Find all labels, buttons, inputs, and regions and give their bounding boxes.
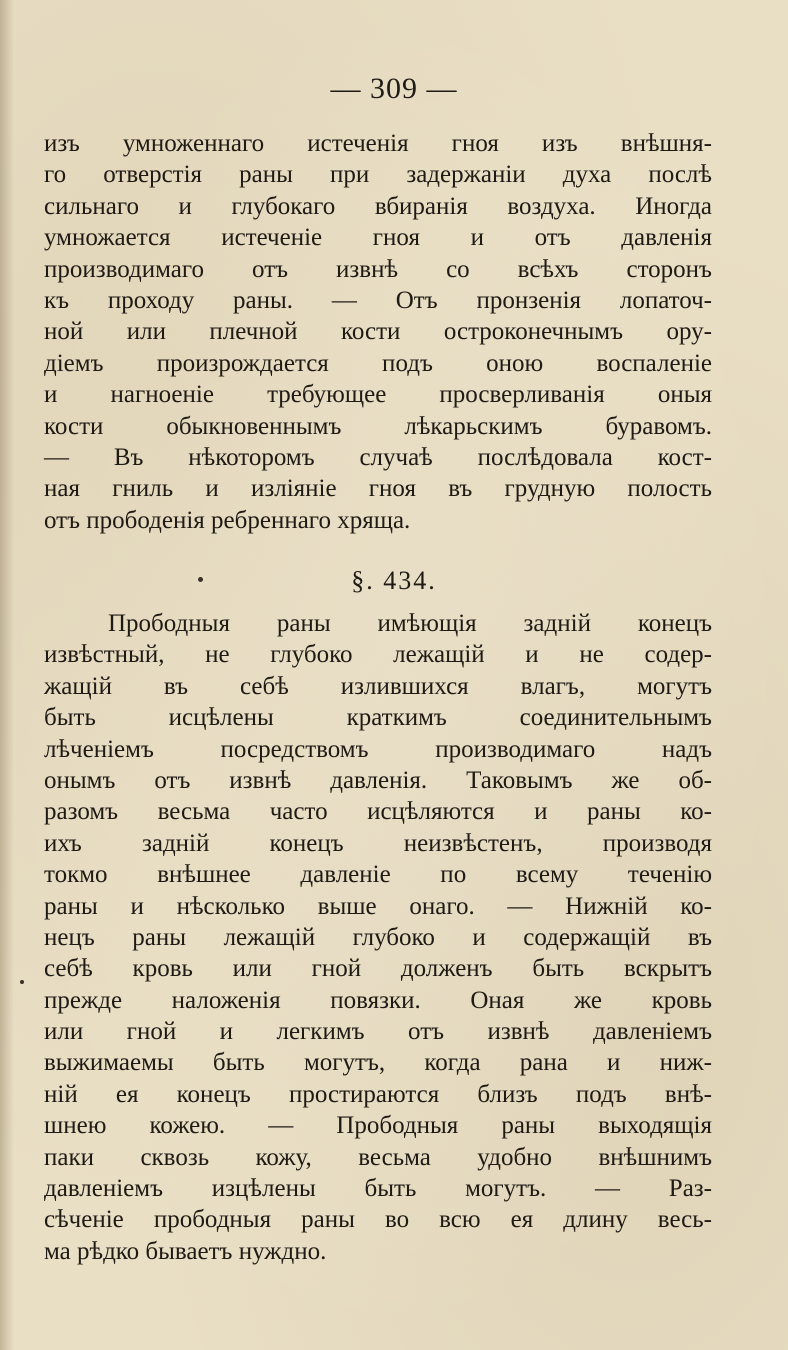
- text-line: го отверстія раны при задержаніи духа послѣ: [44, 161, 712, 189]
- text-line: прежде наложенія повязки. Оная же кровь: [44, 986, 712, 1014]
- text-line: раны и нѣсколько выше онаго. — Нижній ко-: [44, 892, 712, 920]
- page-edge-shadow: [0, 0, 14, 1350]
- text-line: себѣ кровь или гной долженъ быть вскрытъ: [44, 955, 712, 983]
- text-line: — Въ нѣкоторомъ случаѣ послѣдовала кост-: [44, 443, 712, 471]
- ink-speck: [20, 980, 24, 984]
- text-line: ма рѣдко бываетъ нуждно.: [44, 1237, 327, 1265]
- text-line: ная гниль и изліяніе гноя въ грудную полость: [44, 475, 712, 503]
- text-line: Прободныя раны имѣющія задній конецъ: [108, 610, 712, 637]
- text-line: онымъ отъ извнѣ давленія. Таковымъ же об-: [44, 766, 712, 794]
- section-paragraph: [44, 608, 712, 1267]
- text-line: отъ прободенія ребреннаго хряща.: [44, 506, 411, 534]
- text-line: кости обыкновеннымъ лѣкарьскимъ буравомъ.: [44, 412, 712, 440]
- text-line: разомъ весьма часто исцѣляются и раны ко-: [44, 798, 712, 826]
- text-line: изъ умноженнаго истеченія гноя изъ внѣшня-: [44, 130, 712, 157]
- text-line: или гной и легкимъ отъ извнѣ давленіемъ: [44, 1018, 712, 1046]
- text-line: жащій въ себѣ излившихся влагъ, могутъ: [44, 672, 712, 700]
- text-line: шнею кожею. — Прободныя раны выходящія: [44, 1112, 712, 1140]
- text-line: нецъ раны лежащій глубоко и содержащій въ: [44, 923, 712, 951]
- text-line: ній ея конецъ простираются близъ подъ внѣ-: [44, 1080, 712, 1108]
- section-heading: §. 434.: [351, 566, 437, 595]
- text-line: сильнаго и глубокаго вбиранія воздуха. Иногда: [44, 192, 712, 220]
- text-line: производимаго отъ извнѣ со всѣхъ сторонъ: [44, 255, 712, 283]
- text-line: къ проходу раны. — Отъ пронзенія лопаточ-: [44, 286, 712, 314]
- text-line: діемъ произрождается подъ оною воспаленіе: [44, 349, 712, 377]
- text-line: ихъ задній конецъ неизвѣстенъ, производя: [44, 829, 712, 857]
- text-line: и нагноеніе требующее просверливанія оныя: [44, 381, 712, 409]
- text-line: умножается истеченіе гноя и отъ давленія: [44, 224, 712, 252]
- ink-speck: [198, 577, 203, 582]
- text-line: выжимаемы быть могутъ, когда рана и ниж-: [44, 1049, 712, 1077]
- text-line: паки сквозь кожу, весьма удобно внѣшнимъ: [44, 1143, 712, 1171]
- continued-paragraph: [44, 128, 712, 536]
- text-line: токмо внѣшнее давленіе по всему теченію: [44, 861, 712, 889]
- text-line: быть исцѣлены краткимъ соединительнымъ: [44, 704, 712, 732]
- text-line: давленіемъ изцѣлены быть могутъ. — Раз-: [44, 1175, 712, 1203]
- text-line: извѣстный, не глубоко лежащій и не содер-: [44, 641, 712, 669]
- text-line: лѣченіемъ посредствомъ производимаго надъ: [44, 735, 712, 763]
- text-line: ной или плечной кости остроконечнымъ ору-: [44, 318, 712, 346]
- page-number: — 309 —: [330, 72, 458, 105]
- text-line: сѣченіе прободныя раны во всю ея длину весь-: [44, 1206, 712, 1234]
